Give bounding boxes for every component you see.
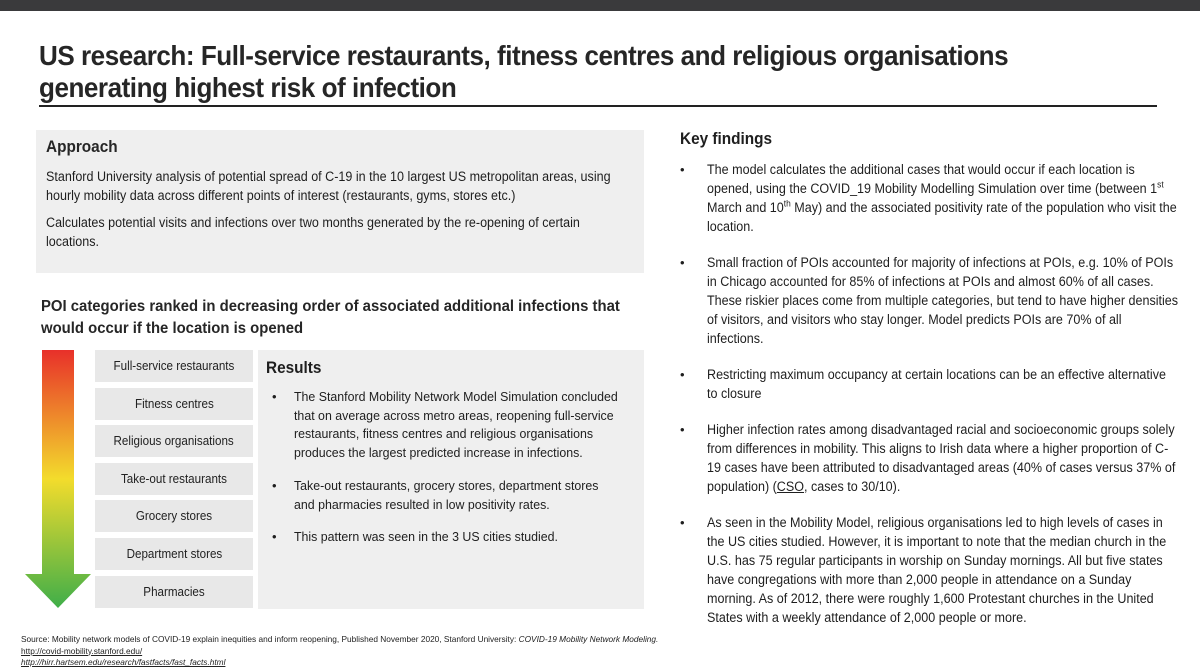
results-panel [258,350,644,609]
key-finding-item: • Higher infection rates among disadvantaged racial and socioeconomic groups solely from differences in mobility. This aligns to Irish data where a higher proportion of C-19 cases have been attributed to disadvantaged areas (40% of cases versus 37% of population) (CSO, cases to 30/10). [680,420,1200,496]
approach-paragraph: Calculates potential visits and infections over two months generated by the re-opening of certain locations. [46,215,580,249]
approach-heading: Approach [46,138,118,156]
results-item: • The Stanford Mobility Network Model Simulation concluded that on average across metro areas, reopening full-service restaurants, fitness centres and religious organisations produces the largest predicted increase in infections. [266,388,646,463]
approach-paragraph: Stanford University analysis of potential spread of C-19 in the 10 largest US metropolitan areas, using hourly mobility data across different points of interest (restaurants, gyms, stores etc.) [46,169,611,203]
top-bar [0,0,1200,11]
source-line: Source: Mobility network models of COVID-19 explain inequities and inform reopening, Published November 2020, Stanford University: COVID-19 Mobility Network Modeling. [21,634,659,644]
results-list [266,388,636,547]
page-title: US research: Full-service restaurants, fitness centres and religious organisations generating highest risk of infection [39,40,1009,103]
key-findings-panel [680,130,1200,627]
key-finding-item: • Small fraction of POIs accounted for majority of infections at POIs, e.g. 10% of POIs in Chicago accounted for 85% of infections at POIs and almost 60% of all cases. These riskier places come from multiple categories, but tend to have higher densities of visitors, and visitors who stay longer. Model predicts POIs are 70% of all infections. [680,253,1200,348]
poi-category: Take-out restaurants [95,463,253,495]
poi-category: Religious organisations [95,425,253,457]
poi-category: Grocery stores [95,500,253,532]
results-item: • This pattern was seen in the 3 US cities studied. [266,528,646,547]
source-footnote [21,634,921,668]
poi-category: Full-service restaurants [95,350,253,382]
cso-link[interactable]: CSO [776,479,805,494]
key-findings-heading: Key findings [680,130,773,148]
key-finding-item: • The model calculates the additional cases that would occur if each location is opened, using the COVID_19 Mobility Modelling Simulation over time (between 1st March and 10th May) and the associated positivity rate of the population who visit the location. [680,160,1200,236]
poi-category: Fitness centres [95,388,253,420]
source-link-hartford[interactable]: http://hirr.hartsem.edu/research/fastfacts/fast_facts.html [21,657,226,667]
poi-category: Department stores [95,538,253,570]
key-finding-item: • As seen in the Mobility Model, religious organisations led to high levels of cases in the US cities studied. However, it is important to note that the median church in the U.S. has 75 regular participants in worship on Sunday mornings. All but five states have congregations with more than 2,000 people in attendance on a Sunday morning. As of 2012, there were roughly 1,600 Protestant churches in the United States with a weekly attendance of 2,000 people or more. [680,513,1200,627]
risk-gradient-arrow [25,350,91,608]
key-findings-list [680,160,1200,627]
approach-panel [36,130,644,273]
source-link-stanford[interactable]: http://covid-mobility.stanford.edu/ [21,645,143,656]
key-finding-item: • Restricting maximum occupancy at certain locations can be an effective alternative to closure [680,365,1200,403]
title-divider [39,105,1157,107]
poi-heading: POI categories ranked in decreasing order of associated additional infections that would occur if the location is opened [41,298,620,337]
poi-category: Pharmacies [95,576,253,608]
results-heading: Results [266,359,322,377]
arrow-shape [25,350,91,608]
poi-category-list [95,350,253,613]
results-item: • Take-out restaurants, grocery stores, department stores and pharmacies resulted in low positivity rates. [266,477,646,514]
